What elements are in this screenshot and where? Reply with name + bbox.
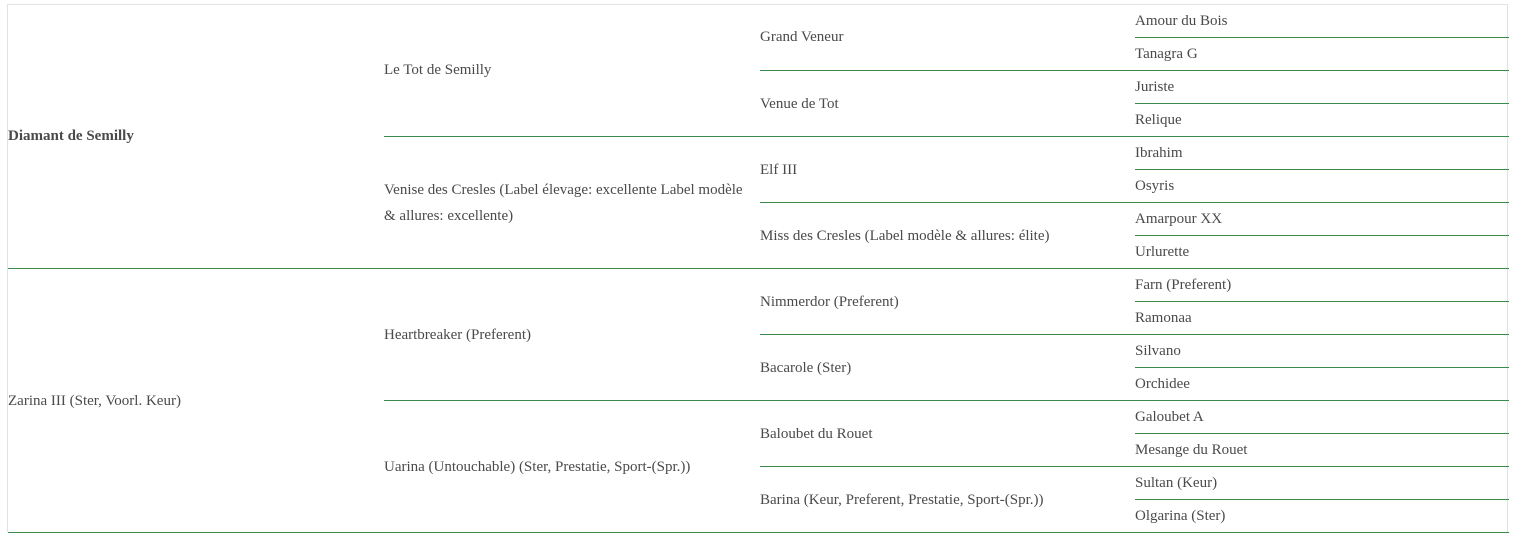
gggp-13: Galoubet A	[1135, 401, 1509, 434]
sire-sire-name: Le Tot de Semilly	[384, 4, 760, 137]
gggp-9: Farn (Preferent)	[1135, 269, 1509, 302]
ggp-4: Miss des Cresles (Label modèle & allures: élite)	[760, 203, 1136, 269]
sire-dam-name: Venise des Cresles (Label élevage: excellente Label modèle & allures: excellente)	[384, 137, 760, 269]
gggp-12: Orchidee	[1135, 368, 1509, 401]
ggp-7: Baloubet du Rouet	[760, 401, 1136, 467]
gggp-3: Juriste	[1135, 71, 1509, 104]
gggp-11: Silvano	[1135, 335, 1509, 368]
gggp-10: Ramonaa	[1135, 302, 1509, 335]
dam-sire-name: Heartbreaker (Preferent)	[384, 269, 760, 401]
sire-name: Diamant de Semilly	[8, 4, 384, 269]
gggp-1: Amour du Bois	[1135, 4, 1509, 38]
gggp-4: Relique	[1135, 104, 1509, 137]
gggp-6: Osyris	[1135, 170, 1509, 203]
gggp-5: Ibrahim	[1135, 137, 1509, 170]
ggp-2: Venue de Tot	[760, 71, 1136, 137]
ggp-3: Elf III	[760, 137, 1136, 203]
ggp-5: Nimmerdor (Preferent)	[760, 269, 1136, 335]
gggp-2: Tanagra G	[1135, 38, 1509, 71]
ggp-1: Grand Veneur	[760, 4, 1136, 71]
ggp-8: Barina (Keur, Preferent, Prestatie, Sport-(Spr.))	[760, 467, 1136, 533]
gggp-16: Olgarina (Ster)	[1135, 500, 1509, 533]
gggp-8: Urlurette	[1135, 236, 1509, 269]
dam-dam-name: Uarina (Untouchable) (Ster, Prestatie, Sport-(Spr.))	[384, 401, 760, 533]
gggp-15: Sultan (Keur)	[1135, 467, 1509, 500]
gggp-7: Amarpour XX	[1135, 203, 1509, 236]
dam-name: Zarina III (Ster, Voorl. Keur)	[8, 269, 384, 533]
gggp-14: Mesange du Rouet	[1135, 434, 1509, 467]
ggp-6: Bacarole (Ster)	[760, 335, 1136, 401]
